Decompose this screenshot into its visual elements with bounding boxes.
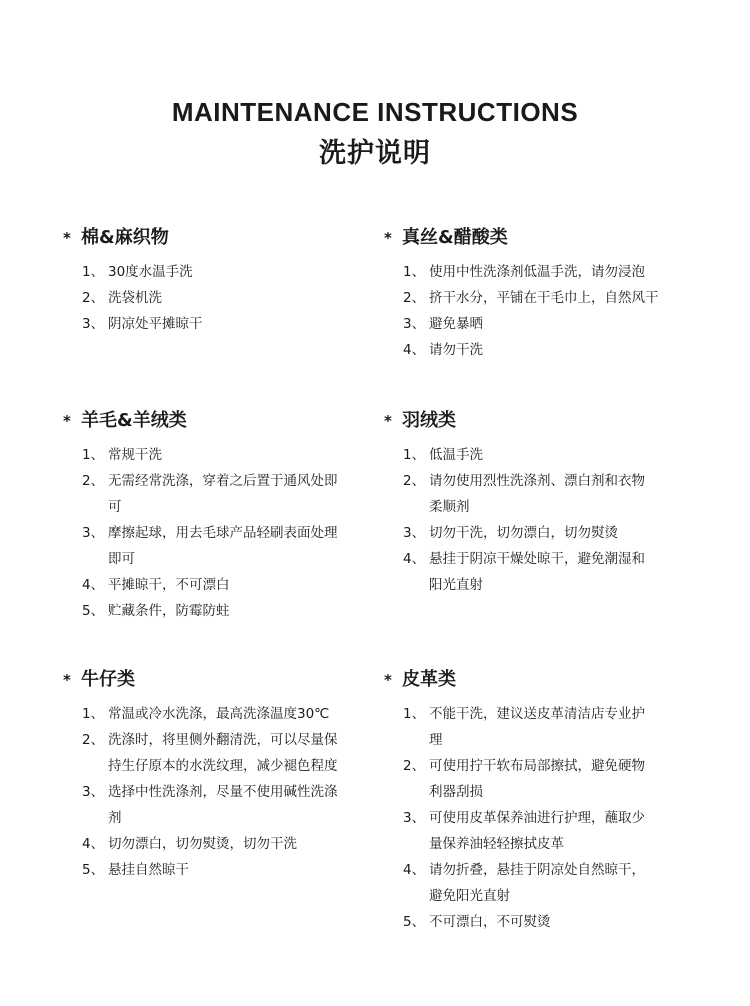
item-number: 4、	[403, 551, 426, 567]
list-item	[63, 311, 363, 337]
instruction-list	[63, 259, 363, 337]
item-text: 请勿折叠，悬挂于阴凉处自然晾干，避免阳光直射	[429, 862, 645, 904]
section-heading	[384, 667, 684, 693]
item-number: 2、	[82, 290, 105, 306]
item-number: 4、	[403, 342, 426, 358]
list-item	[63, 727, 363, 779]
item-text: 贮藏条件，防霉防蛀	[108, 603, 230, 619]
list-item	[384, 857, 684, 909]
asterisk-icon: *	[63, 412, 71, 430]
item-text: 不可漂白，不可熨烫	[429, 914, 551, 930]
asterisk-icon: *	[384, 412, 392, 430]
list-item	[63, 285, 363, 311]
asterisk-icon: *	[63, 229, 71, 247]
page-title-en: MAINTENANCE INSTRUCTIONS	[171, 97, 579, 127]
item-text: 阴凉处平摊晾干	[108, 316, 203, 332]
item-number: 1、	[403, 264, 426, 280]
section-title: 棉&麻织物	[81, 227, 169, 248]
item-number: 2、	[82, 732, 105, 748]
section-leather	[384, 667, 684, 935]
section-denim	[63, 667, 363, 883]
item-text: 洗袋机洗	[108, 290, 162, 306]
item-text: 挤干水分，平铺在干毛巾上，自然风干	[429, 290, 659, 306]
list-item	[384, 701, 684, 753]
section-title: 牛仔类	[81, 669, 135, 690]
item-text: 不能干洗，建议送皮革清洁店专业护理	[429, 706, 645, 748]
item-text: 平摊晾干，不可漂白	[108, 577, 230, 593]
item-number: 2、	[403, 290, 426, 306]
section-heading	[63, 667, 363, 693]
item-number: 3、	[403, 525, 426, 541]
list-item	[63, 520, 363, 572]
item-number: 2、	[403, 473, 426, 489]
instruction-list	[384, 259, 684, 363]
item-text: 使用中性洗涤剂低温手洗，请勿浸泡	[429, 264, 645, 280]
item-text: 请勿使用烈性洗涤剂、漂白剂和衣物柔顺剂	[429, 473, 645, 515]
item-text: 切勿漂白，切勿熨烫，切勿干洗	[108, 836, 297, 852]
section-title: 羽绒类	[402, 410, 456, 431]
list-item	[63, 442, 363, 468]
item-number: 1、	[403, 447, 426, 463]
item-number: 1、	[82, 264, 105, 280]
asterisk-icon: *	[63, 671, 71, 689]
section-down	[384, 408, 684, 598]
item-number: 2、	[403, 758, 426, 774]
list-item	[63, 468, 363, 520]
item-number: 2、	[82, 473, 105, 489]
item-text: 低温手洗	[429, 447, 483, 463]
instruction-list	[63, 701, 363, 883]
item-number: 4、	[403, 862, 426, 878]
section-title: 羊毛&羊绒类	[81, 410, 187, 431]
section-heading	[63, 225, 363, 251]
section-heading	[384, 225, 684, 251]
asterisk-icon: *	[384, 671, 392, 689]
section-heading	[63, 408, 363, 434]
item-number: 5、	[82, 862, 105, 878]
item-number: 3、	[82, 525, 105, 541]
list-item	[384, 468, 684, 520]
section-heading	[384, 408, 684, 434]
item-number: 1、	[82, 447, 105, 463]
list-item	[63, 598, 363, 624]
section-wool-cashmere	[63, 408, 363, 624]
list-item	[384, 753, 684, 805]
section-cotton-linen	[63, 225, 363, 337]
item-number: 1、	[82, 706, 105, 722]
item-text: 请勿干洗	[429, 342, 483, 358]
list-item	[384, 259, 684, 285]
page-title-cn: 洗护说明	[319, 138, 431, 169]
item-number: 4、	[82, 836, 105, 852]
section-title: 真丝&醋酸类	[402, 227, 508, 248]
list-item	[63, 259, 363, 285]
instruction-list	[63, 442, 363, 624]
list-item	[63, 701, 363, 727]
item-text: 悬挂于阴凉干燥处晾干，避免潮湿和阳光直射	[429, 551, 645, 593]
list-item	[63, 857, 363, 883]
item-text: 切勿干洗，切勿漂白，切勿熨烫	[429, 525, 618, 541]
list-item	[384, 546, 684, 598]
asterisk-icon: *	[384, 229, 392, 247]
list-item	[384, 442, 684, 468]
list-item	[384, 805, 684, 857]
list-item	[384, 337, 684, 363]
list-item	[384, 520, 684, 546]
item-number: 5、	[403, 914, 426, 930]
item-text: 常规干洗	[108, 447, 162, 463]
item-number: 4、	[82, 577, 105, 593]
item-number: 5、	[82, 603, 105, 619]
item-text: 悬挂自然晾干	[108, 862, 189, 878]
list-item	[384, 285, 684, 311]
item-text: 可使用皮革保养油进行护理，蘸取少量保养油轻轻擦拭皮革	[429, 810, 645, 852]
item-text: 洗涤时，将里侧外翻清洗，可以尽量保持生仔原本的水洗纹理，减少褪色程度	[108, 732, 338, 774]
item-number: 3、	[82, 784, 105, 800]
section-silk-acetate	[384, 225, 684, 363]
item-text: 摩擦起球，用去毛球产品轻刷表面处理即可	[108, 525, 338, 567]
list-item	[63, 572, 363, 598]
list-item	[384, 909, 684, 935]
item-number: 3、	[403, 810, 426, 826]
item-number: 3、	[403, 316, 426, 332]
list-item	[384, 311, 684, 337]
item-text: 可使用拧干软布局部擦拭，避免硬物利器刮损	[429, 758, 645, 800]
item-text: 常温或冷水洗涤，最高洗涤温度30℃	[108, 706, 330, 722]
item-text: 30度水温手洗	[108, 264, 193, 280]
item-number: 3、	[82, 316, 105, 332]
instruction-list	[384, 442, 684, 598]
item-text: 无需经常洗涤，穿着之后置于通风处即可	[108, 473, 338, 515]
section-title: 皮革类	[402, 669, 456, 690]
item-number: 1、	[403, 706, 426, 722]
instruction-list	[384, 701, 684, 935]
list-item	[63, 779, 363, 831]
item-text: 避免暴晒	[429, 316, 483, 332]
list-item	[63, 831, 363, 857]
item-text: 选择中性洗涤剂，尽量不使用碱性洗涤剂	[108, 784, 338, 826]
